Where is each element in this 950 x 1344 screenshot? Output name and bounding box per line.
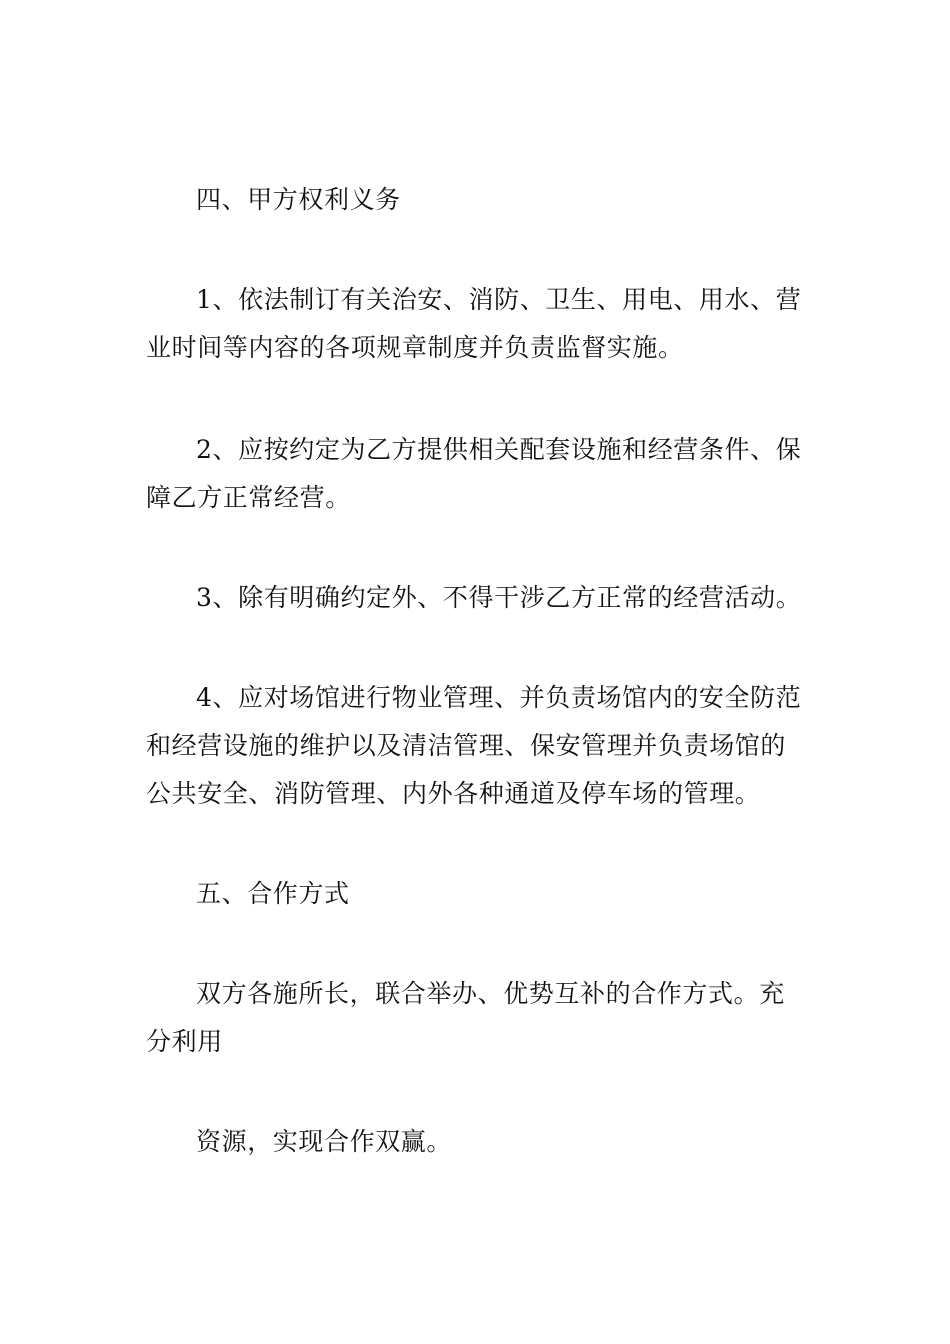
paragraph-cooperation-1: 双方各施所长，联合举办、优势互补的合作方式。充分利用 xyxy=(146,979,785,1056)
document-body xyxy=(146,176,806,1218)
paragraph-item-1: 1、依法制订有关治安、消防、卫生、用电、用水、营业时间等内容的各项规章制度并负责监督实施。 xyxy=(146,285,802,362)
section-heading-cooperation: 五、合作方式 xyxy=(196,879,350,908)
paragraph-cooperation-2: 资源，实现合作双赢。 xyxy=(196,1127,453,1156)
paragraph-item-4: 4、应对场馆进行物业管理、并负责场馆内的安全防范和经营设施的维护以及清洁管理、保安管理并负责场馆的公共安全、消防管理、内外各种通道及停车场的管理。 xyxy=(146,683,802,808)
paragraph-item-3: 3、除有明确约定外、不得干涉乙方正常的经营活动。 xyxy=(196,583,802,612)
section-heading-party-a-rights: 四、甲方权利义务 xyxy=(196,185,401,214)
paragraph-item-2: 2、应按约定为乙方提供相关配套设施和经营条件、保障乙方正常经营。 xyxy=(146,435,802,512)
